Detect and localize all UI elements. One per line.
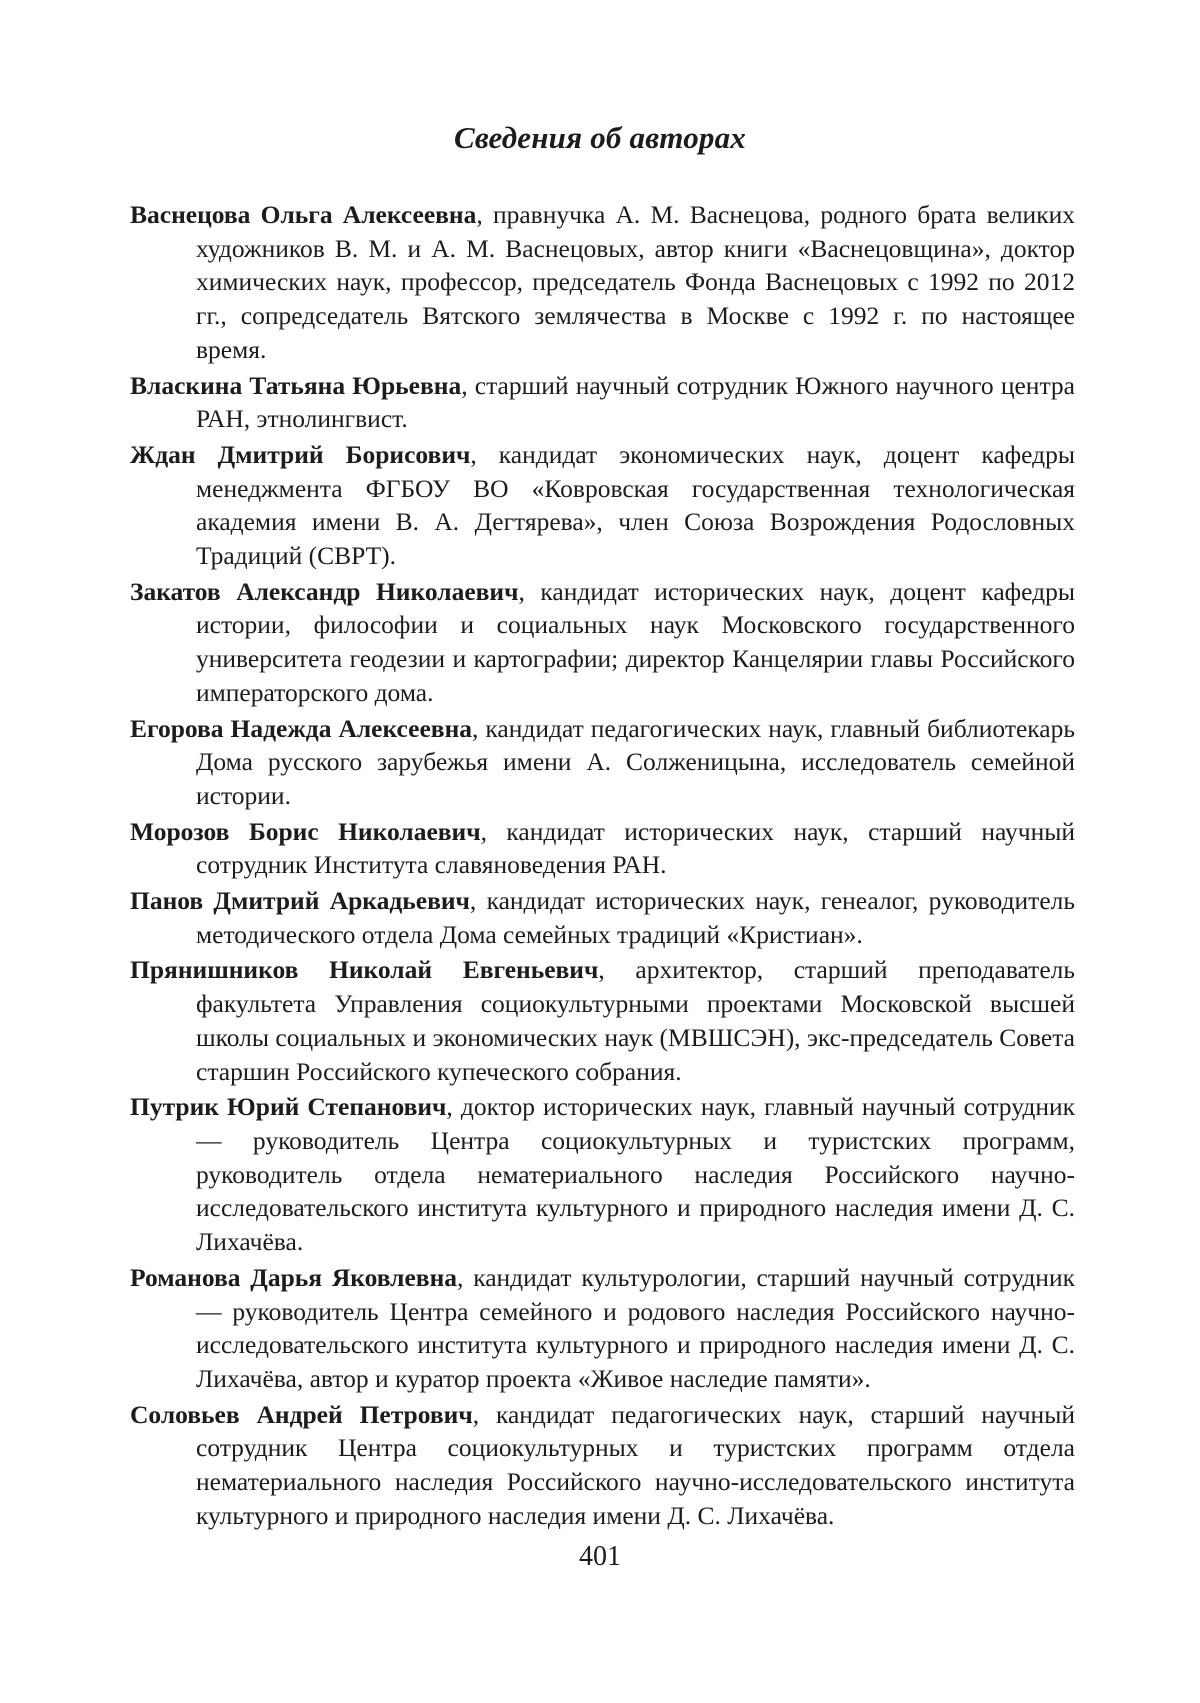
page-number: 401 [0,1540,1200,1574]
author-name: Закатов Александр Николаевич [130,577,519,606]
author-name: Панов Дмитрий Аркадьевич [130,886,470,915]
author-name: Путрик Юрий Степанович [130,1092,446,1121]
author-entry [130,884,1075,951]
author-description: , кандидат педагогических наук, главный библиотекарь Дома русского зарубежья имени А. Солженицына, исследователь семейной истории. [196,714,1075,810]
author-name: Романова Дарья Яковлевна [130,1263,457,1292]
page-title: Сведения об авторах [0,118,1200,158]
author-description: , кандидат исторических наук, генеалог, руководитель методического отдела Дома семейных традиций «Кристиан». [196,886,1075,949]
author-entry [130,1398,1075,1533]
document-page [0,0,1200,1703]
author-name: Власкина Татьяна Юрьевна [130,371,461,400]
author-name: Егорова Надежда Алексеевна [130,714,472,743]
author-name: Васнецова Ольга Алексеевна [130,200,476,229]
author-entry [130,575,1075,710]
author-description: , архитектор, старший преподаватель факультета Управления социокультурными проектами Московской высшей школы социальных и экономических наук (МВШСЭН), экс-председатель Совета старшин Российского купеческого собрания. [196,955,1075,1085]
author-description: , кандидат исторических наук, доцент кафедры истории, философии и социальных наук Московского государственного университета геодезии и картографии; директор Канцелярии главы Российского императорского дома. [196,577,1075,707]
author-description: , кандидат исторических наук, старший научный сотрудник Института славяноведения РАН. [196,817,1075,880]
author-entry [130,369,1075,436]
author-description: , кандидат культурологии, старший научный сотрудник — руководитель Центра семейного и родового наследия Российского научно-исследовательского института культурного и природного наследия имени Д. С. Лихачёва, автор и куратор проекта «Живое наследие памяти». [196,1263,1075,1393]
author-description: , правнучка А. М. Васнецова, родного брата великих художников В. М. и А. М. Васнецовых, автор книги «Васнецовщина», доктор химических наук, профессор, председатель Фонда Васнецовых с 1992 по 2012 гг., сопредседатель Вятского землячества в Москве с 1992 г. по настоящее время. [196,200,1075,364]
author-description: , доктор исторических наук, главный научный сотрудник — руководитель Центра социокультурных и туристских программ, руководитель отдела нематериального наследия Российского научно-исследовательского института культурного и природного наследия имени Д. С. Лихачёва. [196,1092,1075,1256]
author-name: Прянишников Николай Евгеньевич [130,955,598,984]
author-entry [130,953,1075,1088]
author-description: , кандидат педагогических наук, старший научный сотрудник Центра социокультурных и туристских программ отдела нематериального наследия Российского научно-исследовательского института культурного и природного наследия имени Д. С. Лихачёва. [196,1400,1075,1530]
author-entry [130,198,1075,367]
author-description: , кандидат экономических наук, доцент кафедры менеджмента ФГБОУ ВО «Ковровская государственная технологическая академия имени В. А. Дегтярева», член Союза Возрождения Родословных Традиций (СВРТ). [196,440,1075,570]
author-description: , старший научный сотрудник Южного научного центра РАН, этнолингвист. [196,371,1075,434]
author-name: Морозов Борис Николаевич [130,817,481,846]
author-name: Ждан Дмитрий Борисович [130,440,470,469]
author-entry [130,1090,1075,1259]
author-entry [130,1261,1075,1396]
author-name: Соловьев Андрей Петрович [130,1400,473,1429]
author-entry [130,438,1075,573]
author-entry [130,815,1075,882]
author-entry [130,712,1075,813]
author-list [130,198,1075,1534]
